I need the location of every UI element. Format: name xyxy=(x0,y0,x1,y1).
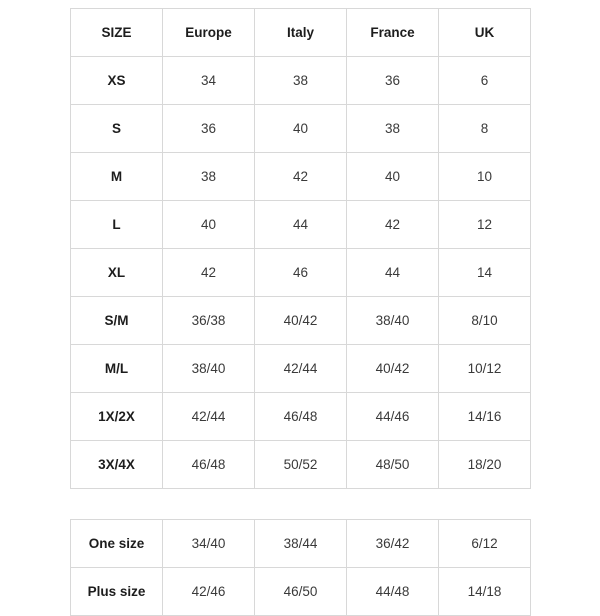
table-row xyxy=(71,249,531,297)
table-row xyxy=(71,393,531,441)
cell-uk: 8 xyxy=(439,105,531,153)
column-header-italy: Italy xyxy=(255,9,347,57)
cell-europe: 34/40 xyxy=(163,520,255,568)
cell-europe: 38/40 xyxy=(163,345,255,393)
row-label: XL xyxy=(71,249,163,297)
cell-france: 40 xyxy=(347,153,439,201)
cell-france: 36 xyxy=(347,57,439,105)
cell-europe: 46/48 xyxy=(163,441,255,489)
table-row xyxy=(71,201,531,249)
cell-europe: 36 xyxy=(163,105,255,153)
cell-italy: 42 xyxy=(255,153,347,201)
cell-france: 44 xyxy=(347,249,439,297)
cell-europe: 34 xyxy=(163,57,255,105)
table-row xyxy=(71,57,531,105)
cell-france: 36/42 xyxy=(347,520,439,568)
cell-uk: 14 xyxy=(439,249,531,297)
row-label: S/M xyxy=(71,297,163,345)
cell-france: 48/50 xyxy=(347,441,439,489)
cell-uk: 14/18 xyxy=(439,568,531,616)
column-header-uk: UK xyxy=(439,9,531,57)
cell-europe: 38 xyxy=(163,153,255,201)
row-label: L xyxy=(71,201,163,249)
one-size-table xyxy=(70,519,531,616)
cell-france: 38 xyxy=(347,105,439,153)
cell-italy: 46/48 xyxy=(255,393,347,441)
row-label: One size xyxy=(71,520,163,568)
column-header-france: France xyxy=(347,9,439,57)
table-row xyxy=(71,345,531,393)
row-label: 1X/2X xyxy=(71,393,163,441)
table-row xyxy=(71,297,531,345)
cell-italy: 46 xyxy=(255,249,347,297)
cell-europe: 40 xyxy=(163,201,255,249)
cell-italy: 44 xyxy=(255,201,347,249)
cell-italy: 38 xyxy=(255,57,347,105)
column-header-europe: Europe xyxy=(163,9,255,57)
cell-uk: 10/12 xyxy=(439,345,531,393)
row-label: M xyxy=(71,153,163,201)
cell-uk: 6 xyxy=(439,57,531,105)
cell-france: 40/42 xyxy=(347,345,439,393)
cell-europe: 42/44 xyxy=(163,393,255,441)
cell-europe: 42/46 xyxy=(163,568,255,616)
cell-france: 42 xyxy=(347,201,439,249)
row-label: M/L xyxy=(71,345,163,393)
cell-italy: 46/50 xyxy=(255,568,347,616)
cell-france: 44/48 xyxy=(347,568,439,616)
row-label: XS xyxy=(71,57,163,105)
cell-europe: 36/38 xyxy=(163,297,255,345)
cell-uk: 6/12 xyxy=(439,520,531,568)
cell-italy: 40/42 xyxy=(255,297,347,345)
cell-italy: 40 xyxy=(255,105,347,153)
cell-uk: 10 xyxy=(439,153,531,201)
column-header-size: SIZE xyxy=(71,9,163,57)
row-label: Plus size xyxy=(71,568,163,616)
cell-france: 44/46 xyxy=(347,393,439,441)
table-row xyxy=(71,441,531,489)
cell-italy: 38/44 xyxy=(255,520,347,568)
table-row xyxy=(71,520,531,568)
cell-uk: 8/10 xyxy=(439,297,531,345)
cell-uk: 14/16 xyxy=(439,393,531,441)
row-label: S xyxy=(71,105,163,153)
cell-europe: 42 xyxy=(163,249,255,297)
size-conversion-table xyxy=(70,8,531,489)
cell-france: 38/40 xyxy=(347,297,439,345)
table-spacer xyxy=(70,489,530,519)
table-row xyxy=(71,568,531,616)
cell-italy: 50/52 xyxy=(255,441,347,489)
table-row xyxy=(71,153,531,201)
cell-italy: 42/44 xyxy=(255,345,347,393)
cell-uk: 12 xyxy=(439,201,531,249)
cell-uk: 18/20 xyxy=(439,441,531,489)
row-label: 3X/4X xyxy=(71,441,163,489)
table-row xyxy=(71,105,531,153)
table-header-row xyxy=(71,9,531,57)
